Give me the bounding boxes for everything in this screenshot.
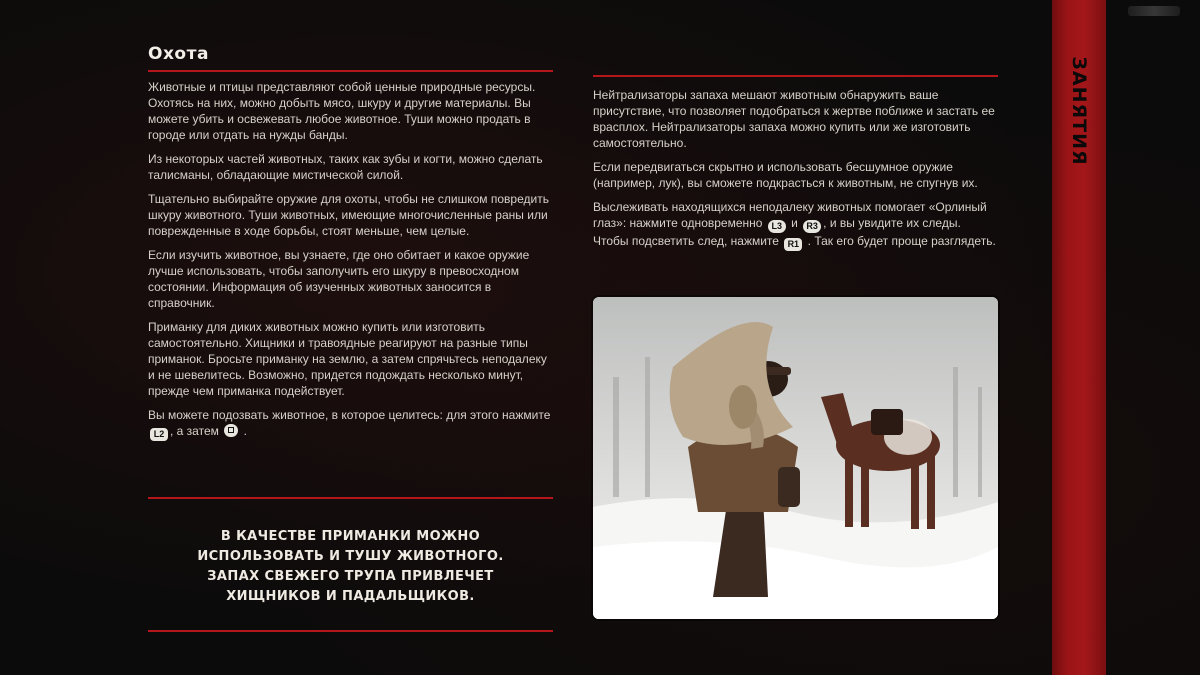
paragraph-eagle-eye [593, 199, 998, 251]
l2-button-icon: L2 [150, 428, 168, 441]
section-title: Охота [148, 44, 209, 64]
title-divider [148, 70, 553, 72]
stealth-section [593, 75, 998, 259]
tip-text: В КАЧЕСТВЕ ПРИМАНКИ МОЖНО ИСПОЛЬЗОВАТЬ И ТУШУ ЖИВОТНОГО. ЗАПАХ СВЕЖЕГО ТРУПА ПРИВЛЕЧЕТ ХИЩНИКОВ И ПАДАЛЬЩИКОВ. [197, 529, 504, 604]
aim-text-2: , а затем [170, 424, 219, 438]
paragraph: Из некоторых частей животных, таких как зубы и когти, можно сделать талисманы, обладающие мистической силой. [148, 152, 543, 182]
paragraph: Если изучить животное, вы узнаете, где оно обитает и какое оружие лучше использовать, чтобы заполучить его шкуру в превосходном состоянии. Информация об изученных животных заносится в справочник. [148, 248, 530, 310]
l3-button-icon: L3 [768, 220, 786, 233]
hunting-text [148, 79, 553, 441]
stealth-text [593, 87, 998, 251]
eagle-text-4: . Так его будет проще разглядеть. [807, 234, 996, 248]
aim-text-1: Вы можете подозвать животное, в которое целитесь: для этого нажмите [148, 408, 551, 422]
tip-bottom-divider [148, 630, 553, 632]
eagle-text-2: и [791, 216, 798, 230]
logo-mark [1128, 6, 1180, 16]
paragraph: Если передвигаться скрытно и использовать бесшумное оружие (например, лук), вы сможете подкрасться к животным, не спугнув их. [593, 160, 978, 190]
hunting-section [148, 44, 553, 449]
r3-button-icon: R3 [803, 220, 821, 233]
r1-button-icon: R1 [784, 238, 802, 251]
eagle-text-3: , и вы увидите их следы. Чтобы подсветить след, нажмите [593, 216, 961, 248]
tip-box [148, 497, 553, 632]
paragraph-call-animal [148, 407, 553, 441]
aim-text-3: . [243, 424, 247, 438]
paragraph: Тщательно выбирайте оружие для охоты, чтобы не слишком повредить шкуру животного. Туши животных, имеющие многочисленные раны или поврежденные в ходе борьбы, стоят меньше, чем целые. [148, 192, 549, 238]
paragraph: Животные и птицы представляют собой ценные природные ресурсы. Охотясь на них, можно добыть мясо, шкуру и другие материалы. Вы можете убить и освежевать любое животное. Туши можно продать в городе или отдать на нужды банды. [148, 80, 536, 142]
eagle-text-1: Выслеживать находящихся неподалеку животных помогает «Орлиный глаз»: нажмите одновременно [593, 200, 987, 230]
paragraph: Нейтрализаторы запаха мешают животным обнаружить ваше присутствие, что позволяет подобраться к жертве поближе и застать ее врасплох. Нейтрализаторы запаха можно купить или же изготовить самостоятельно. [593, 88, 995, 150]
square-button-icon [224, 424, 238, 437]
hunter-with-deer-illustration [593, 297, 998, 619]
chapter-title: ЗАНЯТИЯ [1068, 56, 1090, 166]
right-top-divider [593, 75, 998, 77]
paragraph: Приманку для диких животных можно купить или изготовить самостоятельно. Хищники и травоядные реагируют на разные типы приманок. Бросьте приманку на землю, а затем спрячьтесь неподалеку и не шевелитесь. Возможно, придется подождать несколько минут, прежде чем приманка подействует. [148, 320, 547, 398]
hunter-photo [593, 297, 998, 619]
